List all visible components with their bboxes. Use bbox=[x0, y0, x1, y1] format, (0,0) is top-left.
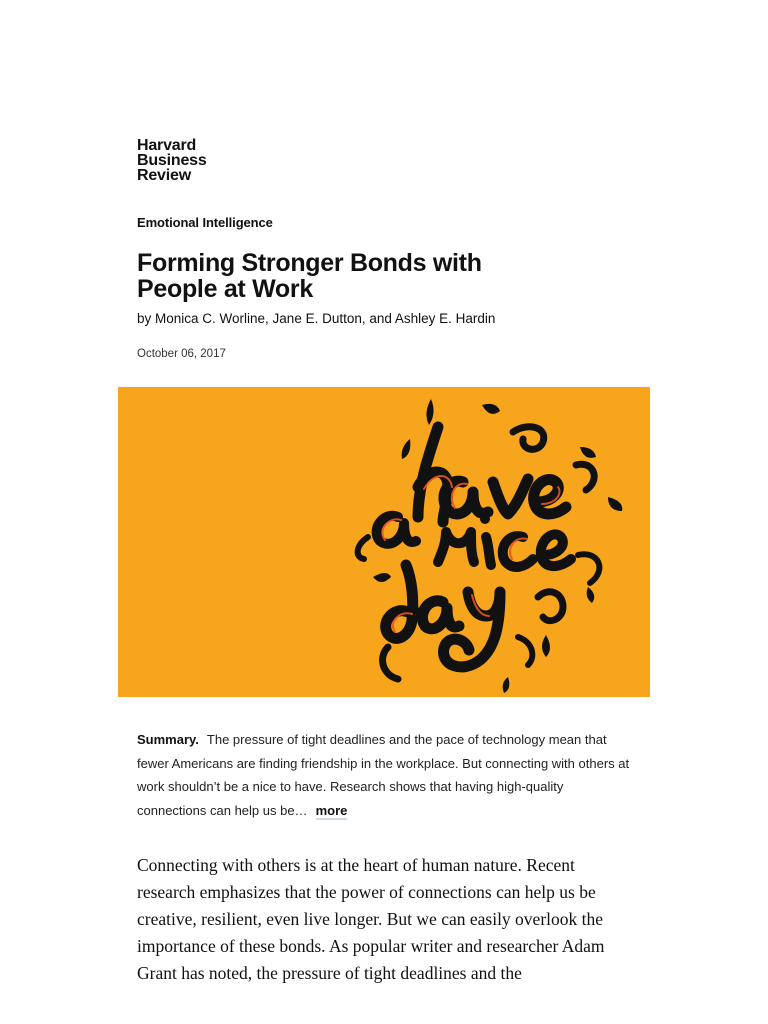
article-date: October 06, 2017 bbox=[137, 348, 226, 360]
have-a-nice-day-illustration bbox=[118, 387, 650, 697]
article-body-paragraph: Connecting with others is at the heart of human nature. Recent research emphasizes that the power of connections can help us be creative, resilient, even live longer. But we can easily overlook the importance of these bonds. As popular writer and researcher Adam Grant has noted, the pressure of tight deadlines and the bbox=[137, 855, 605, 983]
logo-line-business: Business bbox=[137, 152, 207, 169]
topic-link[interactable]: Emotional Intelligence bbox=[137, 215, 273, 230]
logo-line-harvard: Harvard bbox=[137, 137, 197, 154]
hero-image bbox=[118, 387, 650, 697]
article-byline: by Monica C. Worline, Jane E. Dutton, and Ashley E. Hardin bbox=[137, 311, 496, 326]
summary-label: Summary. bbox=[137, 732, 199, 747]
article-summary bbox=[137, 728, 632, 822]
logo-line-review: Review bbox=[137, 167, 191, 184]
hbr-logo[interactable] bbox=[137, 138, 207, 183]
summary-text: The pressure of tight deadlines and the pace of technology mean that fewer Americans are finding friendship in the workplace. But connecting with others at work shouldn’t be a nice to have. Research shows that having high-quality connections can help us be… bbox=[137, 732, 630, 818]
summary-more-link[interactable]: more bbox=[315, 802, 348, 818]
article-title: Forming Stronger Bonds with People at Work bbox=[137, 249, 482, 303]
